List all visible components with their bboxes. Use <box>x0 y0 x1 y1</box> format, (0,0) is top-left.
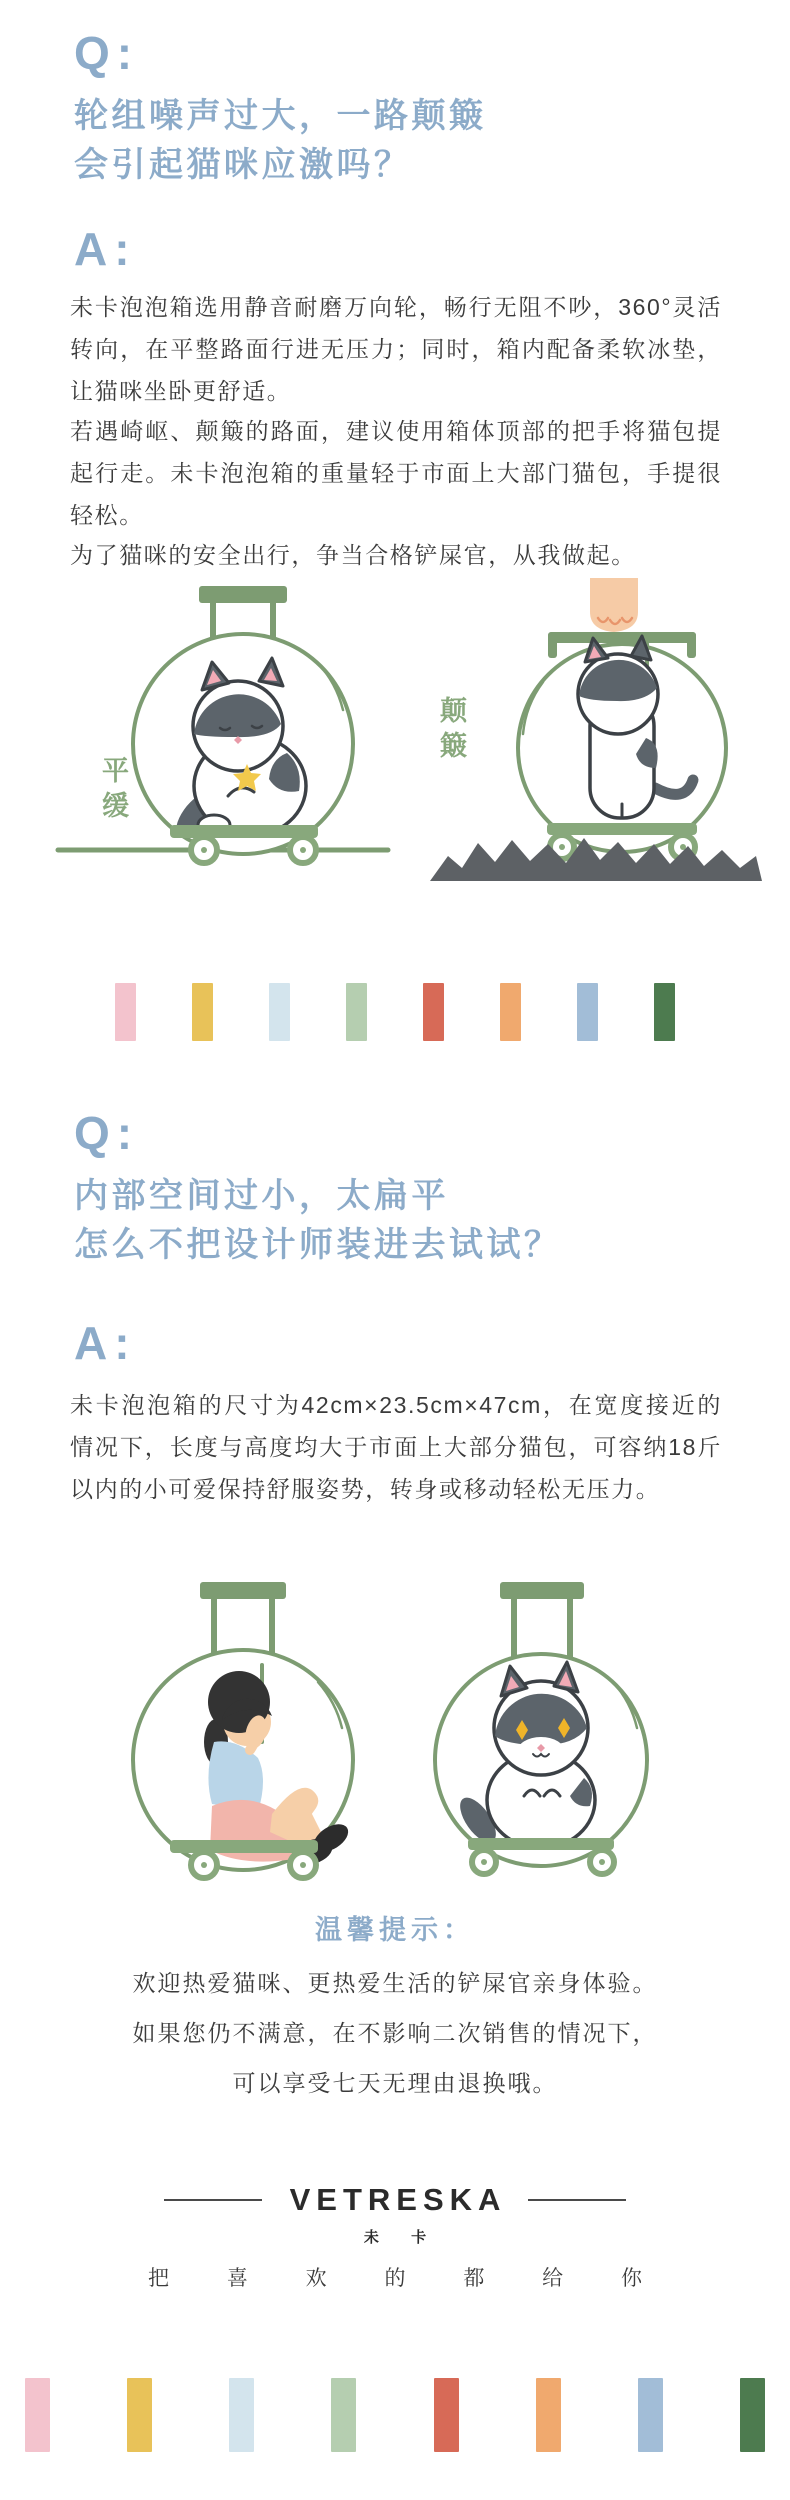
qa1-answer-paragraph-1: 未卡泡泡箱选用静音耐磨万向轮，畅行无阻不吵，360°灵活转向，在平整路面行进无压力；同时，箱内配备柔软冰垫，让猫咪坐卧更舒适。 <box>70 294 722 404</box>
carrier-lifted-over-rocks <box>430 578 762 881</box>
swatch-coral-red <box>434 2378 459 2452</box>
swatch-sage-green <box>346 983 367 1041</box>
carrier-with-happy-cat <box>435 1582 647 1874</box>
swatch-coral-red <box>423 983 444 1041</box>
label-bumpy-road: 颠簸 <box>436 696 466 766</box>
qa2-q-label: Q: <box>74 1107 140 1159</box>
brand-lockup <box>0 2182 790 2218</box>
brand-rule-left <box>164 2199 262 2201</box>
qa2-question-line1: 内部空间过小，太扁平 <box>74 1177 449 1215</box>
qa1-answer-paragraph-2: 若遇崎岖、颠簸的路面，建议使用箱体顶部的把手将猫包提起行走。未卡泡泡箱的重量轻于市面上大部门猫包，手提很轻松。 <box>70 418 722 528</box>
swatch-orange <box>536 2378 561 2452</box>
swatch-steel-blue <box>577 983 598 1041</box>
swatch-gold <box>127 2378 152 2452</box>
brand-wordmark: VETRESKA <box>289 2182 507 2217</box>
notice-line-3: 可以享受七天无理由退换哦。 <box>232 2070 558 2096</box>
swatch-orange <box>500 983 521 1041</box>
qa1-answer-paragraph-3: 为了猫咪的安全出行，争当合格铲屎官，从我做起。 <box>70 542 636 568</box>
carrier-with-designer <box>133 1582 353 1878</box>
label-smooth-road: 平缓 <box>98 756 128 826</box>
swatch-steel-blue <box>638 2378 663 2452</box>
swatch-pink <box>25 2378 50 2452</box>
color-palette-row-top <box>115 983 675 1041</box>
illustration-smooth-vs-bumpy <box>0 578 790 910</box>
brand-slogan: 把 喜 欢 的 都 给 你 <box>147 2267 668 2290</box>
qa2-answer-paragraph-1: 未卡泡泡箱的尺寸为42cm×23.5cm×47cm，在宽度接近的情况下，长度与高度均大于市面上大部分猫包，可容纳18斤以内的小可爱保持舒服姿势，转身或移动轻松无压力。 <box>70 1392 722 1502</box>
notice-title: 温馨提示： <box>315 1915 475 1945</box>
swatch-pink <box>115 983 136 1041</box>
qa1-a-label: A: <box>74 223 137 275</box>
notice-line-1: 欢迎热爱猫咪、更热爱生活的铲屎官亲身体验。 <box>132 1970 658 1996</box>
swatch-forest-green <box>740 2378 765 2452</box>
swatch-sage-green <box>331 2378 356 2452</box>
smooth-vs-bumpy-drawing <box>0 578 790 910</box>
qa1-question-line1: 轮组噪声过大，一路颠簸 <box>74 97 487 135</box>
qa2-a-label: A: <box>74 1317 137 1369</box>
qa2-question <box>74 1172 562 1270</box>
qa2-question-line2: 怎么不把设计师装进去试试？ <box>74 1226 562 1264</box>
qa1-question <box>74 92 487 190</box>
brand-chinese-name: 未 卡 <box>363 2229 441 2246</box>
swatch-forest-green <box>654 983 675 1041</box>
swatch-light-blue <box>229 2378 254 2452</box>
notice-body <box>0 1958 790 2108</box>
illustration-designer-vs-cat <box>0 1570 790 1915</box>
notice-line-2: 如果您仍不满意，在不影响二次销售的情况下， <box>132 2020 658 2046</box>
brand-rule-right <box>528 2199 626 2201</box>
qa1-question-line2: 会引起猫咪应激吗？ <box>74 146 412 184</box>
designer-vs-cat-drawing <box>0 1570 790 1915</box>
qa1-q-label: Q: <box>74 27 140 79</box>
color-palette-row-bottom <box>25 2378 765 2452</box>
swatch-gold <box>192 983 213 1041</box>
swatch-light-blue <box>269 983 290 1041</box>
